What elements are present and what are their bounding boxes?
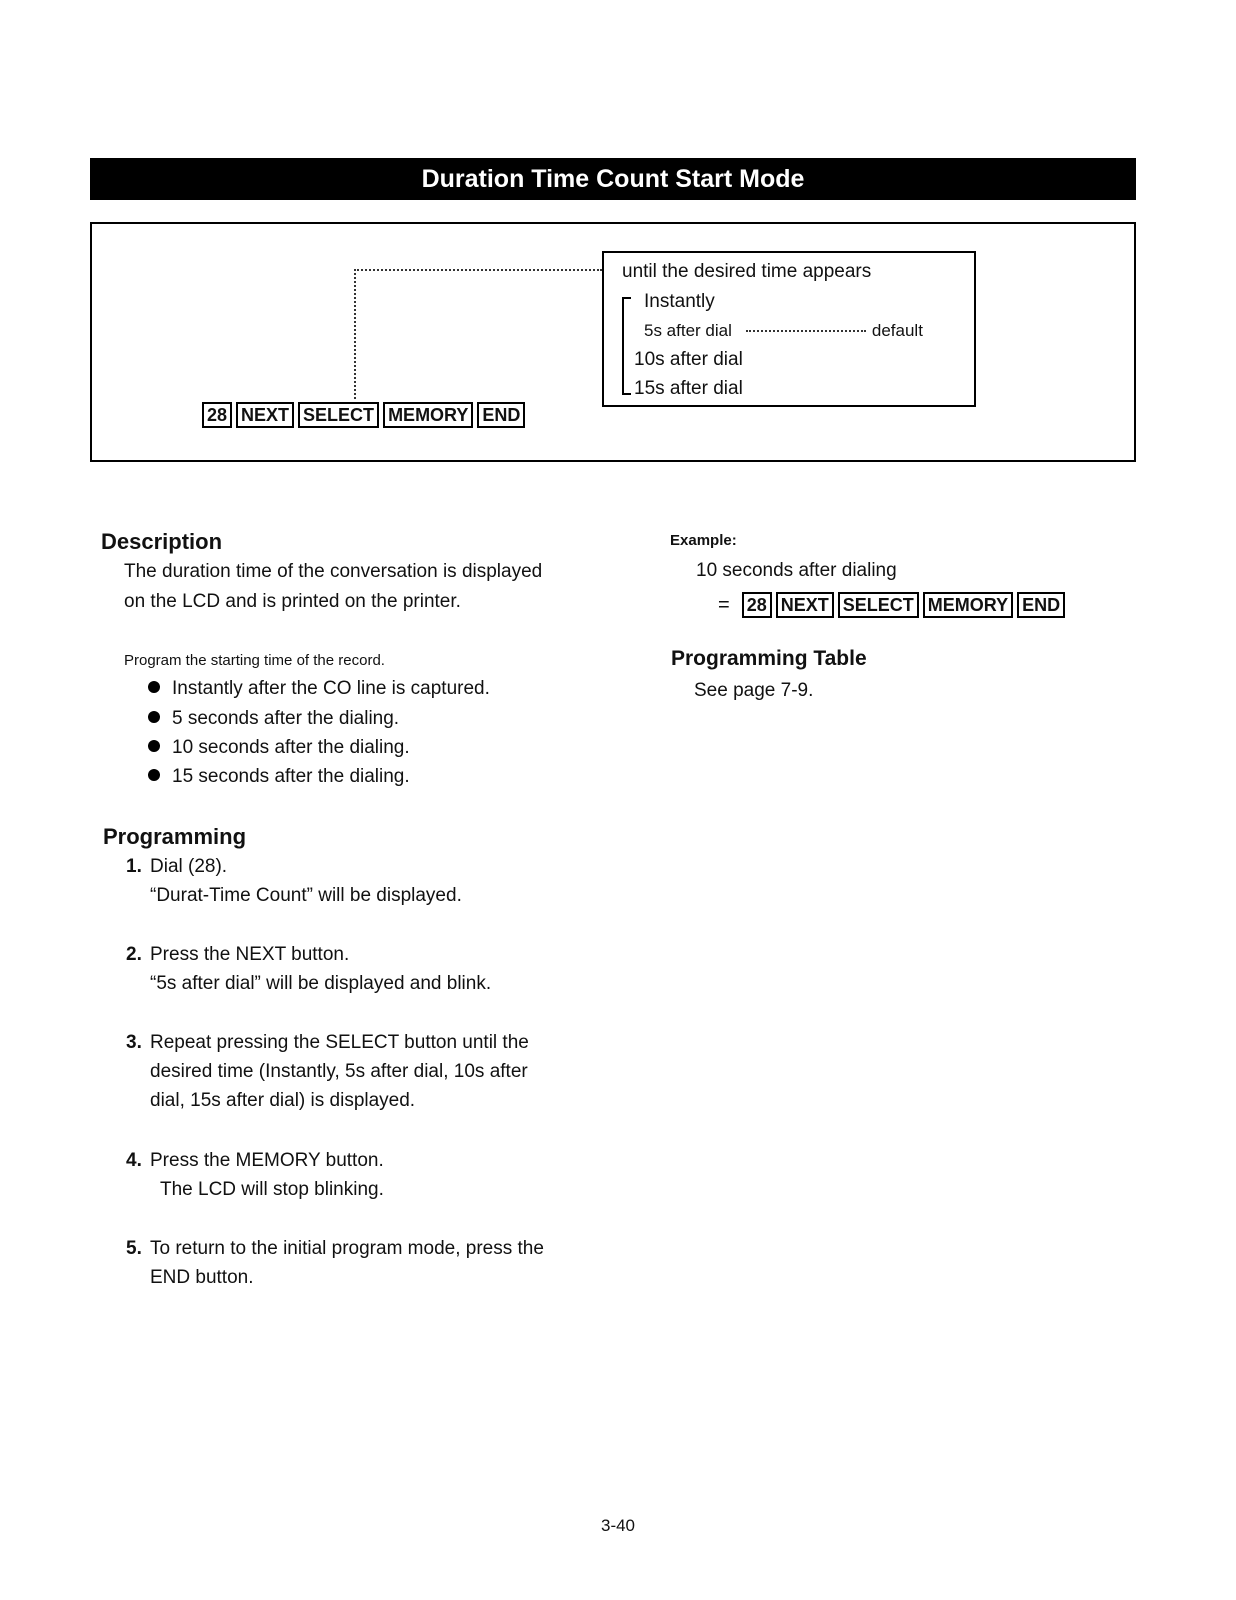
option-10s: 10s after dial — [634, 349, 743, 370]
key-end: END — [1017, 592, 1065, 618]
step-text: Repeat pressing the SELECT button until the desired time (Instantly, 5s after dial, 10s after dial, 15s after dial) is displayed. — [150, 1032, 529, 1111]
option-5s — [644, 321, 923, 341]
step-number: 1. — [126, 856, 142, 877]
bullet-item: 10 seconds after the dialing. — [148, 737, 410, 759]
option-instantly: Instantly — [644, 291, 715, 312]
step-5 — [126, 1234, 566, 1292]
step-number: 4. — [126, 1150, 142, 1171]
step-number: 3. — [126, 1032, 142, 1053]
step-text: Dial (28). — [150, 856, 228, 877]
step-text: Press the NEXT button. — [150, 944, 350, 965]
key-select: SELECT — [298, 402, 379, 428]
example-label: Example: — [670, 532, 737, 549]
programming-table-heading: Programming Table — [671, 647, 867, 670]
step-subtext: “Durat-Time Count” will be displayed. — [150, 885, 462, 906]
programming-table-text: See page 7-9. — [694, 680, 814, 701]
example-text: 10 seconds after dialing — [696, 560, 897, 581]
step-1 — [126, 852, 566, 910]
page-title: Duration Time Count Start Mode — [90, 158, 1136, 200]
key-28: 28 — [202, 402, 232, 428]
key-next: NEXT — [236, 402, 294, 428]
option-15s: 15s after dial — [634, 378, 743, 399]
key-28: 28 — [742, 592, 772, 618]
options-note: until the desired time appears — [622, 261, 872, 282]
leader-dots — [746, 330, 866, 332]
step-3 — [126, 1028, 566, 1115]
step-text: To return to the initial program mode, press the END button. — [150, 1238, 544, 1288]
options-box — [602, 251, 976, 407]
step-2 — [126, 940, 566, 998]
bullet-item: Instantly after the CO line is captured. — [148, 678, 490, 700]
step-subtext: The LCD will stop blinking. — [160, 1179, 384, 1200]
option-5s-label: 5s after dial — [644, 321, 732, 340]
dotted-connector-vertical — [354, 269, 356, 399]
programming-heading: Programming — [103, 824, 247, 849]
page-number: 3-40 — [600, 1516, 636, 1535]
key-sequence — [202, 402, 529, 428]
step-text: Press the MEMORY button. — [150, 1150, 384, 1171]
key-end: END — [477, 402, 525, 428]
step-number: 2. — [126, 944, 142, 965]
description-heading: Description — [101, 529, 223, 554]
key-select: SELECT — [838, 592, 919, 618]
key-next: NEXT — [776, 592, 834, 618]
default-label: default — [871, 321, 923, 340]
dotted-connector-horizontal — [354, 269, 602, 271]
description-sub: Program the starting time of the record. — [124, 652, 385, 669]
step-subtext: “5s after dial” will be displayed and blink. — [150, 973, 492, 994]
key-memory: MEMORY — [923, 592, 1013, 618]
bullet-item: 15 seconds after the dialing. — [148, 766, 410, 788]
bullet-item: 5 seconds after the dialing. — [148, 708, 399, 730]
step-4 — [126, 1146, 566, 1204]
step-number: 5. — [126, 1238, 142, 1259]
programming-sequence-box — [90, 222, 1136, 462]
equals-sign: = — [718, 594, 730, 616]
options-bracket — [622, 297, 631, 395]
example-key-sequence — [718, 592, 1069, 618]
key-memory: MEMORY — [383, 402, 473, 428]
description-text: The duration time of the conversation is displayed on the LCD and is printed on the printer. — [124, 561, 543, 612]
